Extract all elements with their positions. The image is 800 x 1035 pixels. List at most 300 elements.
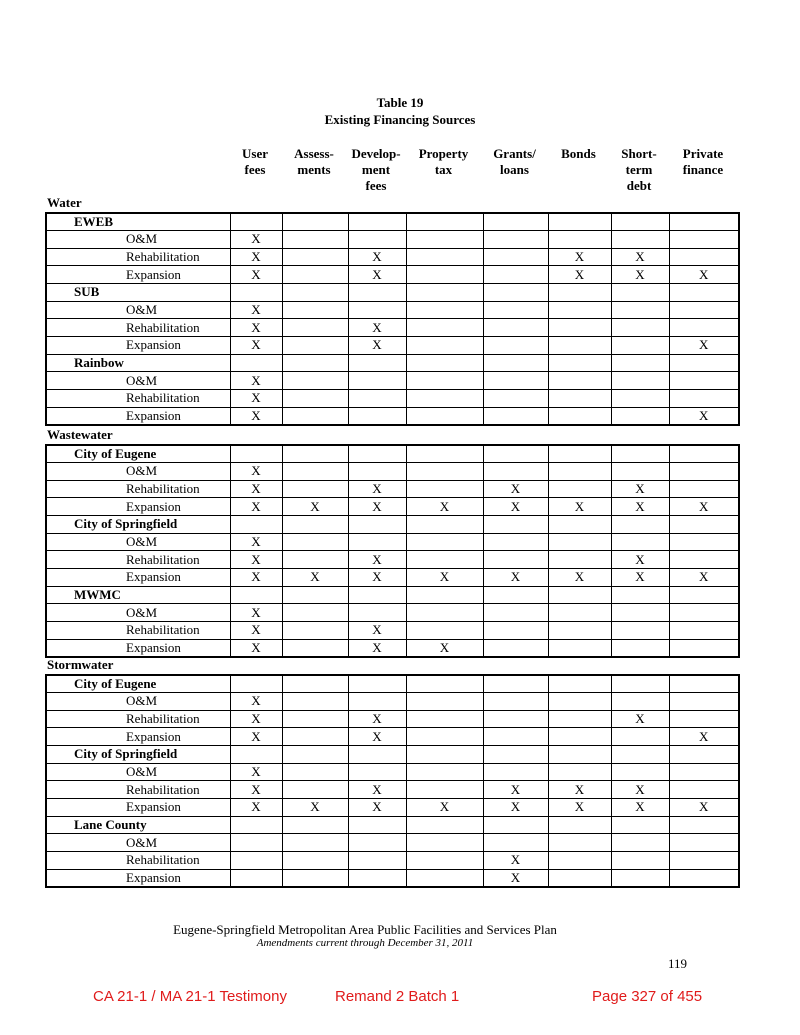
mark-cell: X xyxy=(230,480,282,498)
mark-cell xyxy=(611,604,669,622)
mark-cell: X xyxy=(348,639,406,657)
row-label: O&M xyxy=(46,533,230,551)
mark-cell xyxy=(669,301,739,319)
table-row xyxy=(46,568,739,586)
table-row xyxy=(46,533,739,551)
row-label: Expansion xyxy=(46,639,230,657)
mark-cell xyxy=(483,407,548,425)
mark-cell xyxy=(406,621,483,639)
table-row xyxy=(46,319,739,337)
group-row xyxy=(46,746,739,764)
table-cell xyxy=(406,516,483,534)
mark-cell xyxy=(406,389,483,407)
section-label: Stormwater xyxy=(47,657,114,672)
mark-cell: X xyxy=(548,248,611,266)
mark-cell xyxy=(669,710,739,728)
mark-cell xyxy=(548,336,611,354)
table-cell xyxy=(611,586,669,604)
section-label: Water xyxy=(47,195,82,210)
mark-cell xyxy=(548,693,611,711)
mark-cell: X xyxy=(483,851,548,869)
mark-cell xyxy=(282,763,348,781)
mark-cell xyxy=(669,319,739,337)
table-row xyxy=(46,463,739,481)
mark-cell: X xyxy=(483,781,548,799)
table-cell xyxy=(548,445,611,463)
mark-cell xyxy=(483,336,548,354)
mark-cell xyxy=(669,463,739,481)
mark-cell: X xyxy=(611,266,669,284)
group-name: City of Eugene xyxy=(46,445,230,463)
group-row xyxy=(46,586,739,604)
mark-cell xyxy=(282,301,348,319)
table-cell xyxy=(669,675,739,693)
mark-cell: X xyxy=(348,248,406,266)
row-label: Expansion xyxy=(46,336,230,354)
mark-cell: X xyxy=(230,621,282,639)
mark-cell: X xyxy=(406,798,483,816)
row-label: Expansion xyxy=(46,498,230,516)
table-row xyxy=(46,693,739,711)
mark-cell xyxy=(406,533,483,551)
mark-cell xyxy=(483,693,548,711)
table-cell xyxy=(548,516,611,534)
table-cell xyxy=(548,816,611,834)
table-cell xyxy=(230,586,282,604)
group-row xyxy=(46,516,739,534)
mark-cell xyxy=(282,389,348,407)
mark-cell xyxy=(348,372,406,390)
row-label: Expansion xyxy=(46,728,230,746)
column-header: User fees xyxy=(242,146,268,177)
group-name: City of Springfield xyxy=(46,746,230,764)
mark-cell xyxy=(669,372,739,390)
mark-cell: X xyxy=(230,372,282,390)
table-cell xyxy=(611,445,669,463)
table-cell xyxy=(406,816,483,834)
table-cell xyxy=(282,284,348,302)
row-label: Rehabilitation xyxy=(46,781,230,799)
table-row xyxy=(46,798,739,816)
mark-cell xyxy=(669,693,739,711)
mark-cell xyxy=(483,639,548,657)
mark-cell: X xyxy=(230,533,282,551)
table-row xyxy=(46,231,739,249)
mark-cell xyxy=(669,639,739,657)
mark-cell: X xyxy=(282,798,348,816)
mark-cell xyxy=(669,851,739,869)
mark-cell xyxy=(348,604,406,622)
mark-cell xyxy=(548,551,611,569)
mark-cell xyxy=(406,266,483,284)
mark-cell xyxy=(483,728,548,746)
table-row xyxy=(46,834,739,852)
mark-cell: X xyxy=(669,798,739,816)
table-cell xyxy=(483,586,548,604)
mark-cell xyxy=(348,407,406,425)
table-cell xyxy=(348,445,406,463)
table-row xyxy=(46,763,739,781)
row-label: O&M xyxy=(46,604,230,622)
mark-cell xyxy=(483,231,548,249)
table-cell xyxy=(669,746,739,764)
mark-cell xyxy=(669,389,739,407)
table-cell xyxy=(406,675,483,693)
mark-cell xyxy=(483,301,548,319)
table-cell xyxy=(548,746,611,764)
mark-cell xyxy=(348,851,406,869)
table-cell xyxy=(282,675,348,693)
mark-cell xyxy=(282,710,348,728)
mark-cell: X xyxy=(611,248,669,266)
mark-cell xyxy=(348,533,406,551)
table-row xyxy=(46,498,739,516)
mark-cell xyxy=(282,639,348,657)
mark-cell xyxy=(483,372,548,390)
mark-cell xyxy=(406,480,483,498)
table-cell xyxy=(483,445,548,463)
group-row xyxy=(46,213,739,231)
mark-cell xyxy=(611,336,669,354)
row-label: O&M xyxy=(46,763,230,781)
table-cell xyxy=(230,816,282,834)
mark-cell: X xyxy=(548,568,611,586)
mark-cell xyxy=(483,248,548,266)
mark-cell xyxy=(669,231,739,249)
mark-cell xyxy=(669,869,739,887)
mark-cell xyxy=(611,389,669,407)
mark-cell: X xyxy=(548,498,611,516)
table-row xyxy=(46,480,739,498)
mark-cell xyxy=(282,604,348,622)
mark-cell xyxy=(669,621,739,639)
mark-cell: X xyxy=(611,480,669,498)
mark-cell xyxy=(282,533,348,551)
table-cell xyxy=(230,213,282,231)
table-cell xyxy=(548,675,611,693)
stamp-testimony: CA 21-1 / MA 21-1 Testimony xyxy=(93,988,287,1005)
mark-cell xyxy=(548,763,611,781)
mark-cell xyxy=(548,407,611,425)
row-label: Rehabilitation xyxy=(46,480,230,498)
mark-cell xyxy=(282,851,348,869)
mark-cell: X xyxy=(669,728,739,746)
mark-cell xyxy=(611,301,669,319)
mark-cell xyxy=(282,319,348,337)
table-cell xyxy=(611,354,669,372)
table-row xyxy=(46,851,739,869)
mark-cell xyxy=(611,533,669,551)
section-table xyxy=(45,444,740,658)
row-label: Rehabilitation xyxy=(46,319,230,337)
mark-cell xyxy=(669,533,739,551)
column-header: Property tax xyxy=(418,146,469,177)
mark-cell xyxy=(406,781,483,799)
mark-cell: X xyxy=(611,568,669,586)
table-cell xyxy=(406,213,483,231)
mark-cell xyxy=(669,604,739,622)
mark-cell: X xyxy=(548,798,611,816)
mark-cell xyxy=(406,248,483,266)
mark-cell xyxy=(282,407,348,425)
mark-cell: X xyxy=(230,301,282,319)
mark-cell: X xyxy=(348,798,406,816)
footer-amendments: Amendments current through December 31, 2011 xyxy=(256,937,474,949)
table-cell xyxy=(406,354,483,372)
mark-cell xyxy=(406,763,483,781)
mark-cell xyxy=(611,728,669,746)
column-header: Short- term debt xyxy=(621,146,657,193)
table-title: Table 19 xyxy=(376,95,424,110)
mark-cell xyxy=(348,693,406,711)
mark-cell: X xyxy=(230,498,282,516)
group-name: Lane County xyxy=(46,816,230,834)
mark-cell xyxy=(548,728,611,746)
mark-cell xyxy=(611,869,669,887)
mark-cell xyxy=(548,604,611,622)
mark-cell xyxy=(611,319,669,337)
mark-cell xyxy=(282,781,348,799)
mark-cell: X xyxy=(282,498,348,516)
table-cell xyxy=(669,354,739,372)
mark-cell xyxy=(282,551,348,569)
mark-cell: X xyxy=(669,407,739,425)
table-cell xyxy=(611,675,669,693)
row-label: Rehabilitation xyxy=(46,248,230,266)
mark-cell xyxy=(348,834,406,852)
mark-cell xyxy=(406,301,483,319)
mark-cell xyxy=(483,551,548,569)
mark-cell xyxy=(483,710,548,728)
group-row xyxy=(46,675,739,693)
mark-cell xyxy=(483,533,548,551)
footer-plan-title: Eugene-Springfield Metropolitan Area Public Facilities and Services Plan xyxy=(173,922,557,937)
table-cell xyxy=(348,284,406,302)
mark-cell: X xyxy=(483,798,548,816)
row-label: O&M xyxy=(46,231,230,249)
mark-cell xyxy=(348,301,406,319)
table-cell xyxy=(483,354,548,372)
mark-cell: X xyxy=(348,568,406,586)
group-name: City of Springfield xyxy=(46,516,230,534)
group-name: EWEB xyxy=(46,213,230,231)
table-cell xyxy=(406,284,483,302)
row-label: Expansion xyxy=(46,798,230,816)
mark-cell xyxy=(406,693,483,711)
table-cell xyxy=(282,516,348,534)
mark-cell xyxy=(669,834,739,852)
mark-cell xyxy=(548,710,611,728)
mark-cell: X xyxy=(406,568,483,586)
mark-cell xyxy=(230,869,282,887)
table-cell xyxy=(230,516,282,534)
mark-cell: X xyxy=(406,498,483,516)
mark-cell xyxy=(669,763,739,781)
mark-cell xyxy=(483,389,548,407)
mark-cell xyxy=(611,407,669,425)
group-row xyxy=(46,284,739,302)
mark-cell xyxy=(406,604,483,622)
group-name: Rainbow xyxy=(46,354,230,372)
table-cell xyxy=(282,586,348,604)
mark-cell: X xyxy=(483,480,548,498)
section-table xyxy=(45,212,740,426)
page-number: 119 xyxy=(668,956,688,971)
section-table xyxy=(45,674,740,888)
mark-cell xyxy=(611,231,669,249)
mark-cell xyxy=(282,248,348,266)
mark-cell: X xyxy=(669,498,739,516)
table-cell xyxy=(669,816,739,834)
mark-cell xyxy=(611,851,669,869)
stamp-batch: Remand 2 Batch 1 xyxy=(335,988,460,1005)
mark-cell xyxy=(406,319,483,337)
mark-cell xyxy=(548,463,611,481)
mark-cell: X xyxy=(611,710,669,728)
mark-cell: X xyxy=(230,604,282,622)
mark-cell: X xyxy=(483,498,548,516)
table-row xyxy=(46,551,739,569)
group-row xyxy=(46,445,739,463)
table-cell xyxy=(230,675,282,693)
table-cell xyxy=(611,816,669,834)
table-cell xyxy=(611,213,669,231)
column-header: Assess- ments xyxy=(294,146,334,177)
table-cell xyxy=(483,816,548,834)
table-cell xyxy=(348,746,406,764)
table-cell xyxy=(282,354,348,372)
mark-cell xyxy=(282,336,348,354)
mark-cell xyxy=(611,639,669,657)
row-label: Expansion xyxy=(46,869,230,887)
section-label: Wastewater xyxy=(47,427,113,442)
row-label: Rehabilitation xyxy=(46,551,230,569)
mark-cell xyxy=(548,533,611,551)
mark-cell: X xyxy=(548,781,611,799)
mark-cell xyxy=(406,407,483,425)
table-cell xyxy=(483,284,548,302)
column-header: Bonds xyxy=(561,146,596,161)
mark-cell: X xyxy=(406,639,483,657)
mark-cell xyxy=(406,551,483,569)
mark-cell xyxy=(348,463,406,481)
table-cell xyxy=(406,746,483,764)
table-row xyxy=(46,604,739,622)
mark-cell: X xyxy=(230,319,282,337)
mark-cell xyxy=(348,389,406,407)
mark-cell: X xyxy=(230,336,282,354)
mark-cell xyxy=(348,869,406,887)
mark-cell xyxy=(483,319,548,337)
table-cell xyxy=(669,516,739,534)
mark-cell: X xyxy=(483,568,548,586)
mark-cell xyxy=(406,372,483,390)
mark-cell xyxy=(282,834,348,852)
mark-cell: X xyxy=(230,389,282,407)
row-label: Expansion xyxy=(46,407,230,425)
mark-cell: X xyxy=(230,231,282,249)
row-label: Expansion xyxy=(46,568,230,586)
table-cell xyxy=(230,746,282,764)
mark-cell xyxy=(230,834,282,852)
mark-cell xyxy=(282,463,348,481)
mark-cell: X xyxy=(611,781,669,799)
mark-cell: X xyxy=(348,728,406,746)
mark-cell xyxy=(548,851,611,869)
table-cell xyxy=(348,516,406,534)
mark-cell xyxy=(348,763,406,781)
mark-cell xyxy=(406,869,483,887)
mark-cell xyxy=(548,372,611,390)
mark-cell xyxy=(406,710,483,728)
mark-cell: X xyxy=(348,551,406,569)
table-cell xyxy=(669,284,739,302)
table-cell xyxy=(282,445,348,463)
mark-cell xyxy=(548,834,611,852)
mark-cell: X xyxy=(348,498,406,516)
table-cell xyxy=(406,586,483,604)
table-row xyxy=(46,266,739,284)
table-cell xyxy=(611,284,669,302)
table-cell xyxy=(230,354,282,372)
mark-cell: X xyxy=(230,781,282,799)
mark-cell: X xyxy=(230,639,282,657)
mark-cell: X xyxy=(348,480,406,498)
row-label: O&M xyxy=(46,301,230,319)
table-cell xyxy=(483,675,548,693)
mark-cell: X xyxy=(348,781,406,799)
table-cell xyxy=(348,586,406,604)
table-cell xyxy=(669,445,739,463)
mark-cell xyxy=(611,834,669,852)
group-name: SUB xyxy=(46,284,230,302)
mark-cell xyxy=(548,869,611,887)
mark-cell xyxy=(406,336,483,354)
mark-cell: X xyxy=(230,568,282,586)
mark-cell: X xyxy=(669,336,739,354)
table-cell xyxy=(348,213,406,231)
mark-cell: X xyxy=(348,710,406,728)
mark-cell xyxy=(548,621,611,639)
mark-cell xyxy=(406,231,483,249)
mark-cell: X xyxy=(348,621,406,639)
group-row xyxy=(46,816,739,834)
table-cell xyxy=(669,586,739,604)
mark-cell: X xyxy=(548,266,611,284)
table-row xyxy=(46,336,739,354)
mark-cell: X xyxy=(669,568,739,586)
mark-cell xyxy=(548,319,611,337)
mark-cell xyxy=(669,248,739,266)
mark-cell: X xyxy=(669,266,739,284)
mark-cell: X xyxy=(230,266,282,284)
table-cell xyxy=(282,746,348,764)
mark-cell xyxy=(669,781,739,799)
mark-cell xyxy=(548,389,611,407)
table-cell xyxy=(230,284,282,302)
table-cell xyxy=(483,516,548,534)
table-row xyxy=(46,728,739,746)
row-label: O&M xyxy=(46,372,230,390)
table-cell xyxy=(483,746,548,764)
mark-cell xyxy=(282,231,348,249)
mark-cell: X xyxy=(230,248,282,266)
table-row xyxy=(46,407,739,425)
table-cell xyxy=(548,284,611,302)
mark-cell xyxy=(282,869,348,887)
mark-cell: X xyxy=(230,728,282,746)
mark-cell xyxy=(282,266,348,284)
